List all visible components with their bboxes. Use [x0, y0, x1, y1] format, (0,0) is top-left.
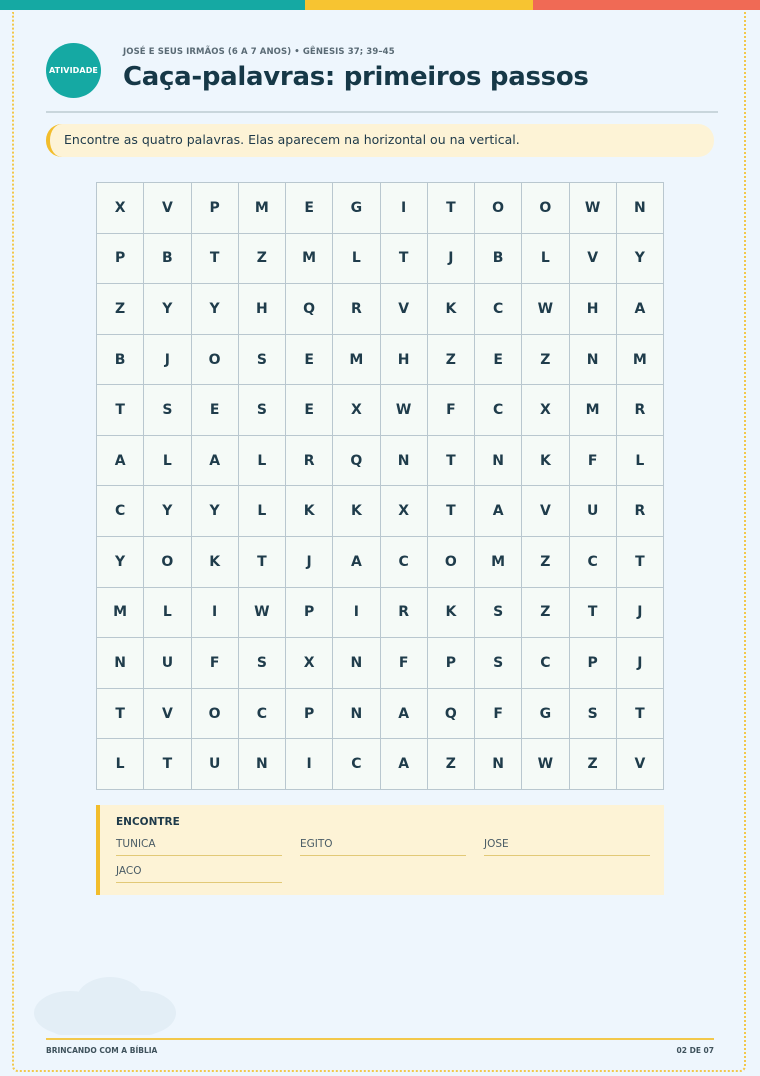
grid-cell[interactable]: K: [428, 284, 475, 335]
grid-cell[interactable]: Z: [522, 335, 569, 386]
grid-cell[interactable]: L: [239, 486, 286, 537]
grid-cell[interactable]: N: [475, 436, 522, 487]
grid-cell[interactable]: S: [239, 335, 286, 386]
grid-cell[interactable]: I: [192, 588, 239, 639]
grid-cell[interactable]: Y: [144, 284, 191, 335]
grid-cell[interactable]: R: [617, 385, 664, 436]
grid-cell[interactable]: Z: [428, 335, 475, 386]
grid-cell[interactable]: J: [144, 335, 191, 386]
grid-cell[interactable]: Z: [522, 588, 569, 639]
grid-cell[interactable]: I: [333, 588, 380, 639]
grid-cell[interactable]: V: [144, 689, 191, 740]
grid-cell[interactable]: R: [617, 486, 664, 537]
grid-cell[interactable]: V: [381, 284, 428, 335]
grid-cell[interactable]: F: [428, 385, 475, 436]
top-bar-yellow: [305, 0, 533, 10]
grid-cell[interactable]: A: [475, 486, 522, 537]
cloud-decoration: [30, 975, 178, 1037]
word-item: TUNICA: [116, 838, 282, 856]
top-bar-teal: [0, 0, 305, 10]
grid-cell[interactable]: F: [192, 638, 239, 689]
activity-badge: ATIVIDADE: [46, 43, 101, 98]
grid-cell[interactable]: P: [97, 234, 144, 285]
grid-cell[interactable]: T: [428, 486, 475, 537]
grid-cell[interactable]: T: [617, 689, 664, 740]
grid-cell[interactable]: Q: [333, 436, 380, 487]
lesson-kicker: JOSÉ E SEUS IRMÃOS (6 A 7 ANOS) • GÊNESIS 37; 39–45: [123, 47, 395, 57]
grid-cell[interactable]: E: [286, 385, 333, 436]
grid-cell[interactable]: Z: [522, 537, 569, 588]
grid-cell[interactable]: Z: [570, 739, 617, 790]
grid-cell[interactable]: M: [286, 234, 333, 285]
grid-cell[interactable]: S: [570, 689, 617, 740]
grid-cell[interactable]: R: [381, 588, 428, 639]
grid-cell[interactable]: K: [522, 436, 569, 487]
grid-cell[interactable]: T: [428, 183, 475, 234]
grid-cell[interactable]: O: [192, 335, 239, 386]
grid-cell[interactable]: Q: [286, 284, 333, 335]
grid-cell[interactable]: J: [428, 234, 475, 285]
grid-cell[interactable]: K: [333, 486, 380, 537]
instruction-banner: [46, 124, 714, 157]
grid-cell[interactable]: C: [239, 689, 286, 740]
grid-cell[interactable]: C: [97, 486, 144, 537]
grid-cell[interactable]: W: [239, 588, 286, 639]
grid-cell[interactable]: V: [570, 234, 617, 285]
grid-cell[interactable]: P: [570, 638, 617, 689]
footer-page-number: 02 DE 07: [676, 1046, 714, 1055]
grid-cell[interactable]: T: [144, 739, 191, 790]
header-divider: [46, 111, 718, 113]
grid-cell[interactable]: N: [239, 739, 286, 790]
grid-cell[interactable]: P: [286, 588, 333, 639]
grid-cell[interactable]: M: [333, 335, 380, 386]
grid-cell[interactable]: I: [286, 739, 333, 790]
grid-cell[interactable]: M: [570, 385, 617, 436]
grid-cell[interactable]: Y: [192, 486, 239, 537]
instruction-text: Encontre as quatro palavras. Elas aparecem na horizontal ou na vertical.: [64, 132, 520, 147]
grid-cell[interactable]: B: [97, 335, 144, 386]
grid-cell[interactable]: G: [522, 689, 569, 740]
grid-cell[interactable]: M: [617, 335, 664, 386]
grid-cell[interactable]: U: [192, 739, 239, 790]
grid-cell[interactable]: O: [192, 689, 239, 740]
grid-cell[interactable]: Z: [428, 739, 475, 790]
grid-cell[interactable]: T: [192, 234, 239, 285]
grid-cell[interactable]: V: [522, 486, 569, 537]
grid-cell[interactable]: Y: [144, 486, 191, 537]
grid-cell[interactable]: N: [617, 183, 664, 234]
word-search-grid: [96, 182, 664, 790]
grid-cell[interactable]: T: [617, 537, 664, 588]
grid-cell[interactable]: X: [333, 385, 380, 436]
grid-cell[interactable]: Y: [192, 284, 239, 335]
grid-cell[interactable]: R: [286, 436, 333, 487]
grid-cell[interactable]: N: [570, 335, 617, 386]
grid-cell[interactable]: U: [570, 486, 617, 537]
grid-cell[interactable]: X: [97, 183, 144, 234]
grid-cell[interactable]: N: [333, 638, 380, 689]
grid-cell[interactable]: P: [428, 638, 475, 689]
grid-cell[interactable]: F: [381, 638, 428, 689]
grid-cell[interactable]: J: [286, 537, 333, 588]
grid-cell[interactable]: N: [97, 638, 144, 689]
grid-cell[interactable]: T: [239, 537, 286, 588]
footer-publication: BRINCANDO COM A BÍBLIA: [46, 1046, 158, 1055]
header: [46, 43, 718, 113]
grid-cell[interactable]: O: [522, 183, 569, 234]
grid-cell[interactable]: S: [144, 385, 191, 436]
grid-cell[interactable]: C: [333, 739, 380, 790]
top-color-bar: [0, 0, 760, 10]
grid-cell[interactable]: B: [144, 234, 191, 285]
grid-cell[interactable]: W: [522, 284, 569, 335]
grid-cell[interactable]: W: [570, 183, 617, 234]
grid-cell[interactable]: G: [333, 183, 380, 234]
grid-cell[interactable]: Y: [97, 537, 144, 588]
grid-cell[interactable]: T: [570, 588, 617, 639]
grid-cell[interactable]: F: [570, 436, 617, 487]
grid-cell[interactable]: V: [144, 183, 191, 234]
grid-cell[interactable]: R: [333, 284, 380, 335]
grid-cell[interactable]: L: [617, 436, 664, 487]
grid-cell[interactable]: L: [97, 739, 144, 790]
grid-cell[interactable]: Y: [617, 234, 664, 285]
grid-cell[interactable]: C: [522, 638, 569, 689]
grid-cell[interactable]: C: [475, 385, 522, 436]
grid-cell[interactable]: T: [97, 385, 144, 436]
page-title: Caça-palavras: primeiros passos: [123, 62, 589, 92]
grid-cell[interactable]: L: [522, 234, 569, 285]
word-item: JACO: [116, 865, 282, 883]
word-item: EGITO: [300, 838, 466, 856]
grid-cell[interactable]: L: [144, 588, 191, 639]
grid-cell[interactable]: T: [97, 689, 144, 740]
grid-cell[interactable]: S: [475, 638, 522, 689]
grid-cell[interactable]: M: [475, 537, 522, 588]
word-item: JOSE: [484, 838, 650, 856]
grid-cell[interactable]: O: [144, 537, 191, 588]
grid-cell[interactable]: X: [522, 385, 569, 436]
grid-cell[interactable]: O: [475, 183, 522, 234]
grid-cell[interactable]: K: [428, 588, 475, 639]
grid-cell[interactable]: J: [617, 588, 664, 639]
grid-cell[interactable]: S: [239, 385, 286, 436]
grid-cell[interactable]: M: [97, 588, 144, 639]
grid-cell[interactable]: N: [333, 689, 380, 740]
grid-cell[interactable]: E: [286, 183, 333, 234]
grid-cell[interactable]: Q: [428, 689, 475, 740]
grid-cell[interactable]: C: [570, 537, 617, 588]
grid-cell[interactable]: L: [239, 436, 286, 487]
grid-cell[interactable]: N: [381, 436, 428, 487]
grid-cell[interactable]: C: [381, 537, 428, 588]
grid-cell[interactable]: S: [239, 638, 286, 689]
grid-cell[interactable]: E: [192, 385, 239, 436]
grid-cell[interactable]: X: [381, 486, 428, 537]
grid-cell[interactable]: W: [381, 385, 428, 436]
grid-cell[interactable]: I: [381, 183, 428, 234]
grid-cell[interactable]: A: [381, 739, 428, 790]
grid-cell[interactable]: O: [428, 537, 475, 588]
grid-cell[interactable]: U: [144, 638, 191, 689]
grid-cell[interactable]: J: [617, 638, 664, 689]
grid-cell[interactable]: X: [286, 638, 333, 689]
grid-cell[interactable]: L: [144, 436, 191, 487]
grid-cell[interactable]: P: [192, 183, 239, 234]
grid-cell[interactable]: T: [428, 436, 475, 487]
grid-cell[interactable]: W: [522, 739, 569, 790]
grid-cell[interactable]: K: [192, 537, 239, 588]
grid-cell[interactable]: Z: [239, 234, 286, 285]
grid-cell[interactable]: E: [286, 335, 333, 386]
grid-cell[interactable]: F: [475, 689, 522, 740]
word-list-box: [96, 805, 664, 895]
word-list-label: ENCONTRE: [116, 816, 180, 828]
grid-cell[interactable]: B: [475, 234, 522, 285]
grid-cell[interactable]: E: [475, 335, 522, 386]
grid-cell[interactable]: C: [475, 284, 522, 335]
grid-cell[interactable]: S: [475, 588, 522, 639]
grid-cell[interactable]: A: [192, 436, 239, 487]
grid-cell[interactable]: H: [239, 284, 286, 335]
footer-divider: [46, 1038, 714, 1040]
grid-cell[interactable]: A: [617, 284, 664, 335]
grid-cell[interactable]: K: [286, 486, 333, 537]
grid-cell[interactable]: A: [381, 689, 428, 740]
grid-cell[interactable]: T: [381, 234, 428, 285]
grid-cell[interactable]: P: [286, 689, 333, 740]
grid-cell[interactable]: N: [475, 739, 522, 790]
grid-cell[interactable]: M: [239, 183, 286, 234]
grid-cell[interactable]: L: [333, 234, 380, 285]
grid-cell[interactable]: H: [381, 335, 428, 386]
grid-cell[interactable]: Z: [97, 284, 144, 335]
grid-cell[interactable]: V: [617, 739, 664, 790]
grid-cell[interactable]: A: [333, 537, 380, 588]
grid-cell[interactable]: A: [97, 436, 144, 487]
grid-cell[interactable]: H: [570, 284, 617, 335]
top-bar-coral: [533, 0, 760, 10]
